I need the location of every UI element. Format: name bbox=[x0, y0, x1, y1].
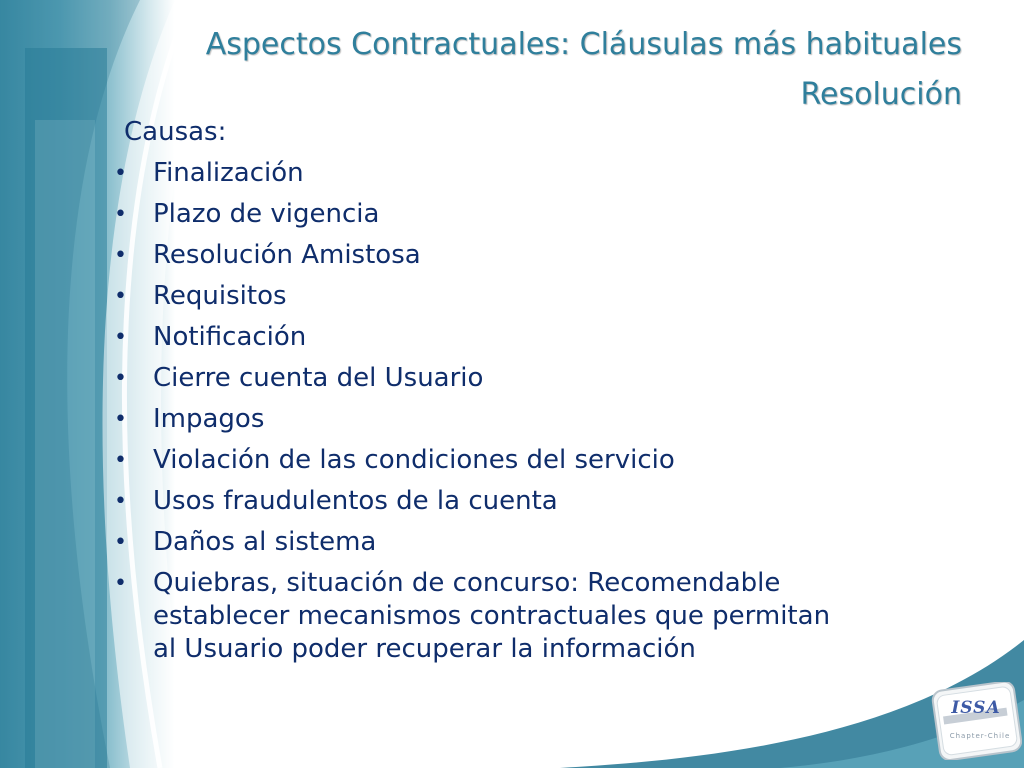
slide-title bbox=[102, 20, 962, 120]
bullet-icon: • bbox=[114, 325, 127, 350]
slide-title-line-2: Resolución bbox=[800, 77, 962, 112]
slide-body bbox=[110, 113, 970, 666]
causes-list bbox=[110, 153, 970, 666]
list-item bbox=[110, 522, 970, 563]
list-item-text: Daños al sistema bbox=[153, 527, 377, 557]
list-item bbox=[110, 481, 970, 522]
bullet-icon: • bbox=[114, 161, 127, 186]
issa-logo bbox=[930, 682, 1022, 760]
bullet-icon: • bbox=[114, 571, 127, 596]
logo-subtitle: Chapter-Chile bbox=[949, 732, 1011, 740]
list-item bbox=[110, 399, 970, 440]
bullet-icon: • bbox=[114, 407, 127, 432]
list-item-text: Cierre cuenta del Usuario bbox=[153, 363, 484, 393]
list-item-text: Notificación bbox=[153, 322, 307, 352]
logo-name: ISSA bbox=[951, 698, 1001, 718]
bullet-icon: • bbox=[114, 284, 127, 309]
list-item-text: Violación de las condiciones del servicio bbox=[153, 445, 675, 475]
bullet-icon: • bbox=[114, 530, 127, 555]
list-item-text: Requisitos bbox=[153, 281, 287, 311]
issa-logo-icon bbox=[930, 682, 1022, 760]
list-item-text: Usos fraudulentos de la cuenta bbox=[153, 486, 558, 516]
bullet-icon: • bbox=[114, 202, 127, 227]
list-item bbox=[110, 276, 970, 317]
list-item-text: Plazo de vigencia bbox=[153, 199, 380, 229]
slide-title-line-1: Aspectos Contractuales: Cláusulas más habituales bbox=[205, 27, 962, 62]
bullet-icon: • bbox=[114, 366, 127, 391]
bullet-icon: • bbox=[114, 448, 127, 473]
list-item-text: Resolución Amistosa bbox=[153, 240, 421, 270]
list-item-multiline bbox=[110, 563, 970, 666]
list-item-text: Finalización bbox=[153, 158, 304, 188]
list-item bbox=[110, 317, 970, 358]
list-item bbox=[110, 235, 970, 276]
list-item bbox=[110, 153, 970, 194]
list-item-line: establecer mecanismos contractuales que permitan bbox=[153, 601, 831, 631]
list-item-line: al Usuario poder recuperar la información bbox=[153, 634, 696, 664]
bullet-icon: • bbox=[114, 489, 127, 514]
bullet-icon: • bbox=[114, 243, 127, 268]
list-item bbox=[110, 440, 970, 481]
list-item bbox=[110, 194, 970, 235]
list-item-text: Impagos bbox=[153, 404, 265, 434]
causes-heading: Causas: bbox=[124, 117, 227, 147]
list-item bbox=[110, 358, 970, 399]
list-item-line: Quiebras, situación de concurso: Recomendable bbox=[153, 568, 781, 598]
